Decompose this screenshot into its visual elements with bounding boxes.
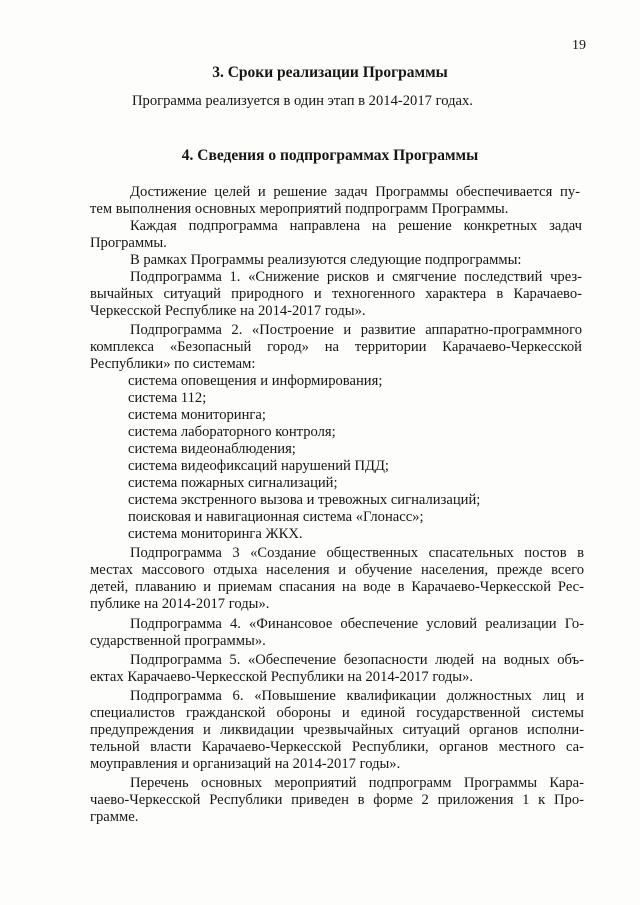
body-line: Подпрограмма 1. «Снижение рисков и смягчение последствий чрез-: [130, 269, 582, 285]
body-line: сударственной программы».: [90, 633, 266, 649]
body-line: детей, плаванию и приемам спасания на воде в Карачаево-Черкесской Рес-: [90, 579, 584, 595]
body-line: Программы.: [90, 235, 167, 251]
list-item: поисковая и навигационная система «Глонасс»;: [128, 509, 424, 525]
body-line: В рамках Программы реализуются следующие подпрограммы:: [130, 252, 522, 268]
body-line: ектах Карачаево-Черкесской Республики на 2014-2017 годы».: [90, 669, 474, 685]
section-3-heading: 3. Сроки реализации Программы: [212, 64, 448, 81]
body-line: комплекса «Безопасный город» на территории Карачаево-Черкесской: [90, 339, 582, 355]
body-line: Подпрограмма 4. «Финансовое обеспечение условий реализации Го-: [130, 616, 584, 632]
list-item: система пожарных сигнализаций;: [128, 475, 338, 491]
body-line: специалистов гражданской обороны и единой государственной системы: [90, 705, 584, 721]
body-line: вычайных ситуаций природного и техногенного характера в Карачаево-: [90, 286, 582, 302]
list-item: система оповещения и информирования;: [128, 373, 383, 389]
body-line: Перечень основных мероприятий подпрограмм Программы Кара-: [130, 775, 584, 791]
body-line: предупреждения и ликвидации чрезвычайных ситуаций органов исполни-: [90, 722, 584, 738]
list-item: система видеофиксаций нарушений ПДД;: [128, 458, 389, 474]
body-line: Подпрограмма 3 «Создание общественных спасательных постов в: [130, 545, 584, 561]
body-line: тельной власти Карачаево-Черкесской Республики, органов местного са-: [90, 739, 584, 755]
body-line: Подпрограмма 5. «Обеспечение безопасности людей на водных объ-: [130, 652, 584, 668]
body-line: публике на 2014-2017 годы».: [90, 596, 270, 612]
body-line: местах массового отдыха населения и обучение населения, прежде всего: [90, 562, 584, 578]
section-4-heading: 4. Сведения о подпрограммах Программы: [181, 147, 479, 164]
list-item: система видеонаблюдения;: [128, 441, 296, 457]
body-line: Достижение целей и решение задач Программы обеспечивается пу-: [130, 184, 580, 200]
body-line: Республики» по системам:: [90, 356, 256, 372]
body-line: Черкесской Республике на 2014-2017 годы».: [90, 303, 366, 319]
page-number: 19: [572, 38, 586, 53]
list-item: система мониторинга ЖКХ.: [128, 526, 303, 542]
body-line: чаево-Черкесской Республики приведен в форме 2 приложения 1 к Про-: [90, 792, 584, 808]
body-line: тем выполнения основных мероприятий подпрограмм Программы.: [90, 201, 509, 217]
list-item: система экстренного вызова и тревожных сигнализаций;: [128, 492, 481, 508]
body-line: Каждая подпрограмма направлена на решение конкретных задач: [130, 218, 582, 234]
list-item: система мониторинга;: [128, 407, 266, 423]
body-line: Подпрограмма 2. «Построение и развитие аппаратно-программного: [130, 322, 582, 338]
list-item: система лабораторного контроля;: [128, 424, 336, 440]
body-line: Подпрограмма 6. «Повышение квалификации должностных лиц и: [130, 688, 584, 704]
list-item: система 112;: [128, 390, 207, 406]
section-3-text: Программа реализуется в один этап в 2014-2017 годах.: [132, 93, 473, 109]
body-line: моуправления и организаций на 2014-2017 годы».: [90, 756, 401, 772]
body-line: грамме.: [90, 809, 139, 825]
